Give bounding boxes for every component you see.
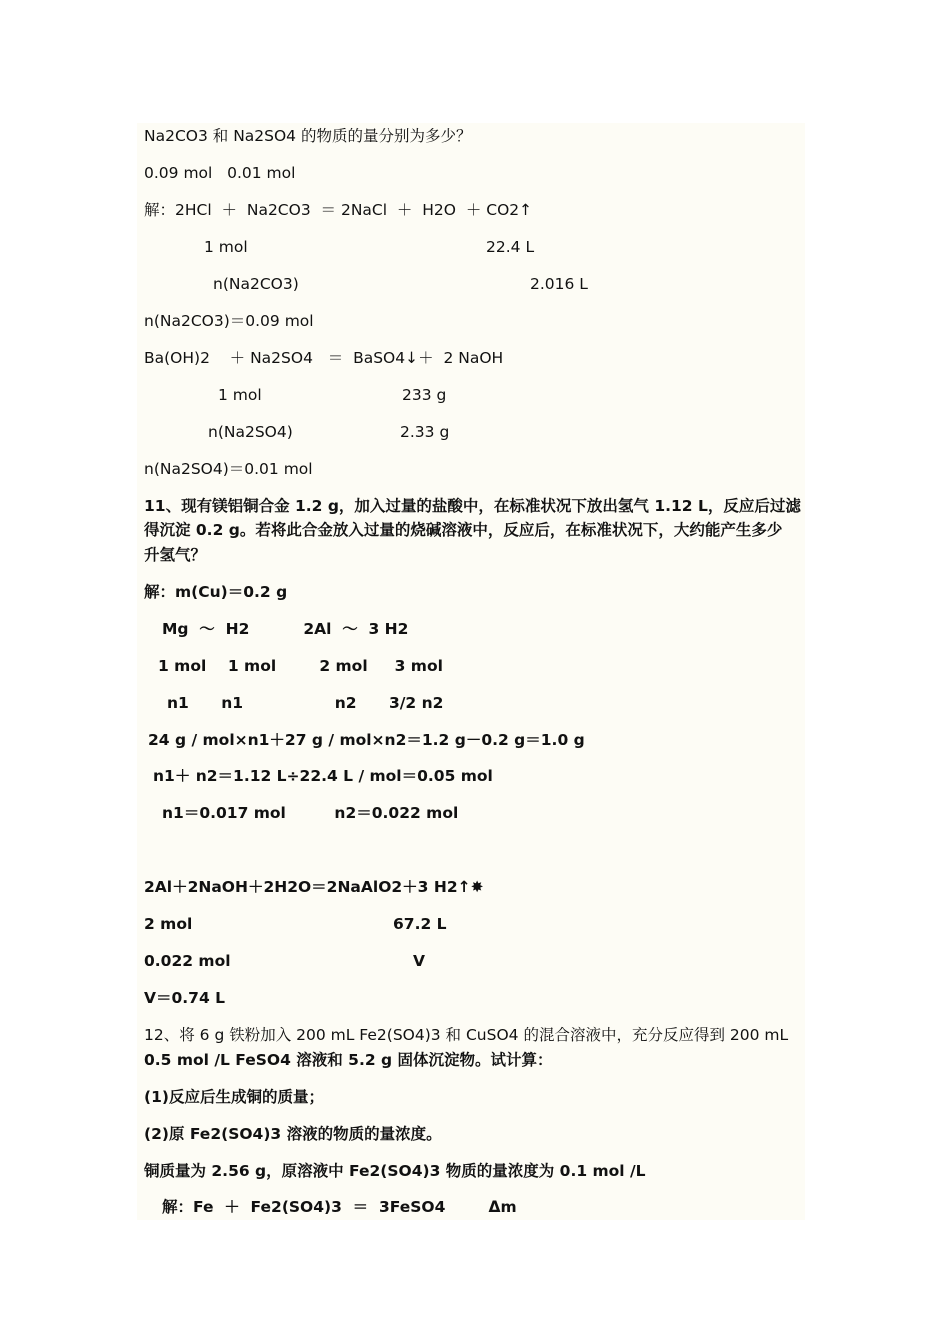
- answer-line: 铜质量为 2.56 g，原溶液中 Fe2(SO4)3 物质的量浓度为 0.1 mol /L: [144, 1162, 646, 1180]
- ratio-label: 22.4 L: [486, 238, 535, 256]
- result-line: n(Na2SO4)＝0.01 mol: [144, 460, 313, 478]
- sub-question-2: (2)原 Fe2(SO4)3 溶液的物质的量浓度。: [144, 1125, 442, 1143]
- mole-equation-line: n1＋ n2＝1.12 L÷22.4 L / mol＝0.05 mol: [153, 767, 493, 785]
- ratio-label: 1 mol: [204, 238, 248, 256]
- ratio-label: 2.33 g: [400, 423, 450, 441]
- equation-line-1: 解：2HCl ＋ Na2CO3 ＝ 2NaCl ＋ H2O ＋ CO2↑: [144, 201, 533, 219]
- ratio-label: n(Na2CO3): [213, 275, 299, 293]
- equation-line-3: 2Al＋2NaOH＋2H2O＝2NaAlO2＋3 H2↑✸: [144, 878, 484, 896]
- ratio-line: n1 n1 n2 3/2 n2: [167, 694, 444, 712]
- result-line: n1＝0.017 mol n2＝0.022 mol: [162, 804, 459, 822]
- ratio-line: 1 mol 1 mol 2 mol 3 mol: [158, 657, 443, 675]
- ratio-label: 67.2 L: [393, 915, 447, 933]
- result-line: V＝0.74 L: [144, 989, 226, 1007]
- ratio-label: 2 mol: [144, 915, 193, 933]
- sub-question-1: (1)反应后生成铜的质量；: [144, 1088, 324, 1106]
- question-11-line-2: 得沉淀 0.2 g。若将此合金放入过量的烧碱溶液中，反应后，在标准状况下，大约能产生多少: [144, 521, 783, 539]
- answer-line: 0.09 mol 0.01 mol: [144, 164, 296, 182]
- result-line: n(Na2CO3)＝0.09 mol: [144, 312, 314, 330]
- solution-line: 解：m(Cu)＝0.2 g: [144, 583, 288, 601]
- question-11-line-1: 11、现有镁铝铜合金 1.2 g，加入过量的盐酸中，在标准状况下放出氢气 1.12 L，反应后过滤: [144, 497, 801, 515]
- question-12-line-2: 0.5 mol /L FeSO4 溶液和 5.2 g 固体沉淀物。试计算：: [144, 1051, 553, 1069]
- mass-equation-line: 24 g / mol×n1＋27 g / mol×n2＝1.2 g－0.2 g＝1.0 g: [148, 731, 585, 749]
- ratio-label: 1 mol: [218, 386, 262, 404]
- question-line-1: Na2CO3 和 Na2SO4 的物质的量分别为多少？: [144, 127, 472, 145]
- ratio-label: 2.016 L: [530, 275, 588, 293]
- ratio-label: 0.022 mol: [144, 952, 231, 970]
- solution-equation-line: 解：Fe ＋ Fe2(SO4)3 ＝ 3FeSO4 Δm: [162, 1198, 517, 1216]
- ratio-label: V: [413, 952, 425, 970]
- ratio-label: 233 g: [402, 386, 447, 404]
- question-12-line-1: 12、将 6 g 铁粉加入 200 mL Fe2(SO4)3 和 CuSO4 的混合溶液中，充分反应得到 200 mL: [144, 1026, 789, 1044]
- ratio-equation-line: Mg ～ H2 2Al ～ 3 H2: [162, 620, 409, 638]
- ratio-label: n(Na2SO4): [208, 423, 293, 441]
- question-11-line-3: 升氢气？: [144, 546, 207, 564]
- equation-line-2: Ba(OH)2 ＋ Na2SO4 ＝ BaSO4↓＋ 2 NaOH: [144, 349, 504, 367]
